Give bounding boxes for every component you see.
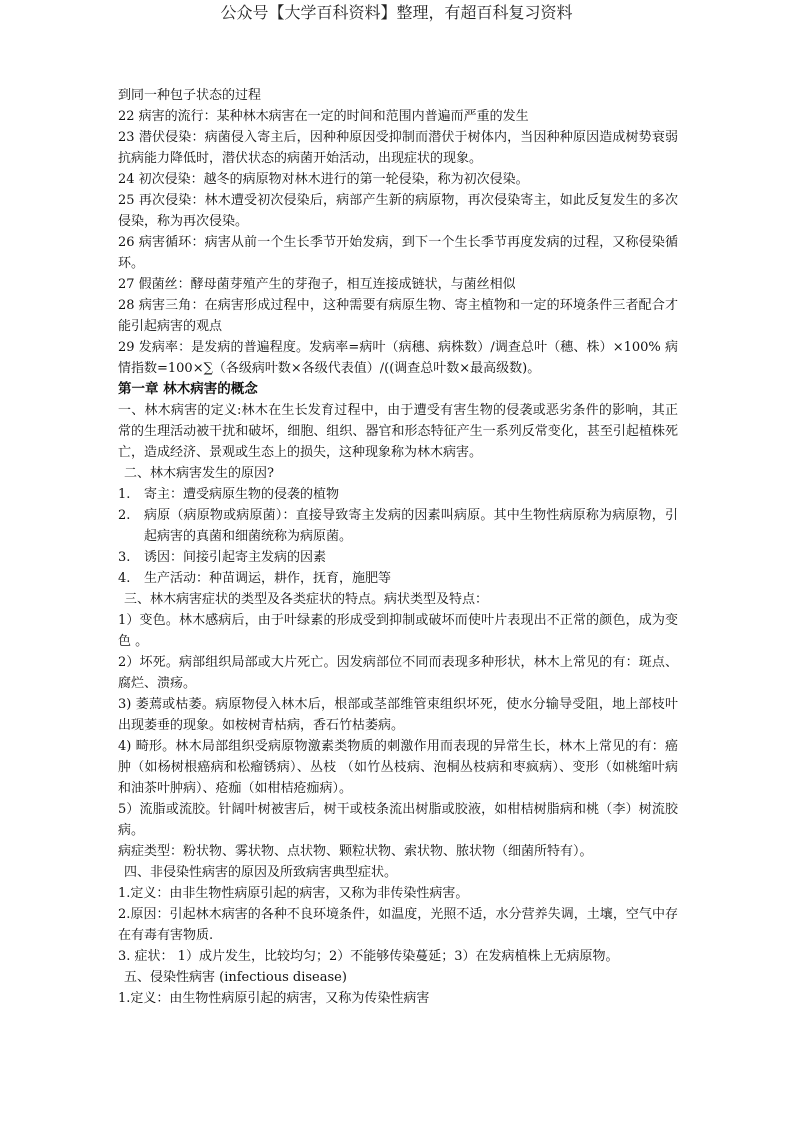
paragraph: 到同一种包子状态的过程 bbox=[118, 88, 262, 103]
document-body bbox=[118, 85, 678, 1009]
paragraph: 1）变色。林木感病后，由于叶绿素的形成受到抑制或破坏而使叶片表现出不正常的颜色，成为变色 。 bbox=[118, 613, 678, 649]
paragraph: 1.定义：由生物性病原引起的病害，又称为传染性病害 bbox=[118, 991, 430, 1006]
numbered-list-item bbox=[118, 568, 678, 589]
list-number: 2. bbox=[118, 508, 131, 523]
paragraph: 1.定义：由非生物性病原引起的病害，又称为非传染性病害。 bbox=[118, 886, 469, 901]
list-number: 3. bbox=[118, 550, 131, 565]
numbered-list-item bbox=[118, 547, 678, 568]
paragraph: 24 初次侵染：越冬的病原物对林木进行的第一轮侵染，称为初次侵染。 bbox=[118, 172, 529, 187]
paragraph: 22 病害的流行：某种林木病害在一定的时间和范围内普遍而严重的发生 bbox=[118, 109, 529, 124]
list-item-text: 诱因：间接引起寄主发病的因素 bbox=[144, 550, 327, 565]
paragraph: 4) 畸形。林木局部组织受病原物激素类物质的刺激作用而表现的异常生长，林木上常见的有：癌肿（如杨树根癌病和松瘤锈病）、丛枝 （如竹丛枝病、泡桐丛枝病和枣疯病）、变形（如桃缩叶病和油茶叶肿病）、疮痂（如柑桔疮痂病）。 bbox=[118, 739, 678, 796]
list-number: 1. bbox=[118, 487, 131, 502]
paragraph: 2.原因：引起林木病害的各种不良环境条件，如温度，光照不适，水分营养失调，土壤，空气中存在有毒有害物质. bbox=[118, 907, 678, 943]
section-heading: 三、林木病害症状的类型及各类症状的特点。病状类型及特点： bbox=[124, 592, 489, 607]
paragraph: 一、林木病害的定义:林木在生长发育过程中，由于遭受有害生物的侵袭或恶劣条件的影响，其正常的生理活动被干扰和破坏，细胞、组织、器官和形态特征产生一系列反常变化，甚至引起植株死亡，造成经济、景观或生态上的损失，这种现象称为林木病害。 bbox=[118, 403, 678, 460]
numbered-list-item bbox=[118, 484, 678, 505]
paragraph: 2）坏死。病部组织局部或大片死亡。因发病部位不同而表现多种形状，林木上常见的有：斑点、腐烂、溃疡。 bbox=[118, 655, 678, 691]
section-heading: 五、侵染性病害 (infectious disease) bbox=[124, 970, 347, 985]
numbered-list-item bbox=[118, 505, 678, 547]
paragraph: 25 再次侵染：林木遭受初次侵染后，病部产生新的病原物，再次侵染寄主，如此反复发生的多次侵染，称为再次侵染。 bbox=[118, 193, 678, 229]
paragraph: 27 假菌丝：酵母菌芽殖产生的芽孢子，相互连接成链状，与菌丝相似 bbox=[118, 277, 516, 292]
paragraph: 28 病害三角：在病害形成过程中，这种需要有病原生物、寄主植物和一定的环境条件三者配合才能引起病害的观点 bbox=[118, 298, 678, 334]
section-heading: 四、非侵染性病害的原因及所致病害典型症状。 bbox=[124, 865, 398, 880]
paragraph: 3) 萎蔫或枯萎。病原物侵入林木后，根部或茎部维管束组织坏死，使水分输导受阻，地上部枝叶出现萎垂的现象。如桉树青枯病，香石竹枯萎病。 bbox=[118, 697, 678, 733]
paragraph: 病症类型：粉状物、雾状物、点状物、颗粒状物、索状物、脓状物（细菌所特有）。 bbox=[118, 844, 593, 859]
paragraph: 3. 症状： 1）成片发生，比较均匀；2）不能够传染蔓延；3）在发病植株上无病原物。 bbox=[118, 949, 619, 964]
list-item-text: 寄主：遭受病原生物的侵袭的植物 bbox=[144, 487, 340, 502]
section-heading: 二、林木病害发生的原因? bbox=[124, 466, 274, 481]
paragraph: 26 病害循环：病害从前一个生长季节开始发病，到下一个生长季节再度发病的过程，又称侵染循环。 bbox=[118, 235, 678, 271]
list-number: 4. bbox=[118, 571, 131, 586]
paragraph: 5）流脂或流胶。针阔叶树被害后，树干或枝条流出树脂或胶液，如柑桔树脂病和桃（李）树流胶病。 bbox=[118, 802, 678, 838]
list-item-text: 病原（病原物或病原菌）：直接导致寄主发病的因素叫病原。其中生物性病原称为病原物，引起病害的真菌和细菌统称为病原菌。 bbox=[144, 508, 678, 544]
paragraph: 23 潜伏侵染：病菌侵入寄主后，因种种原因受抑制而潜伏于树体内，当因种种原因造成树势衰弱抗病能力降低时，潜伏状态的病菌开始活动，出现症状的现象。 bbox=[118, 130, 678, 166]
page-header: 公众号【大学百科资料】整理，有超百科复习资料 bbox=[220, 3, 573, 22]
chapter-heading: 第一章 林木病害的概念 bbox=[118, 381, 258, 397]
paragraph: 29 发病率：是发病的普遍程度。发病率=病叶（病穗、病株数）/调查总叶（穗、株）×100% 病情指数=100×∑（各级病叶数×各级代表值）/((调查总叶数×最高级数)。 bbox=[118, 340, 678, 376]
list-item-text: 生产活动：种苗调运，耕作，抚育，施肥等 bbox=[144, 571, 392, 586]
